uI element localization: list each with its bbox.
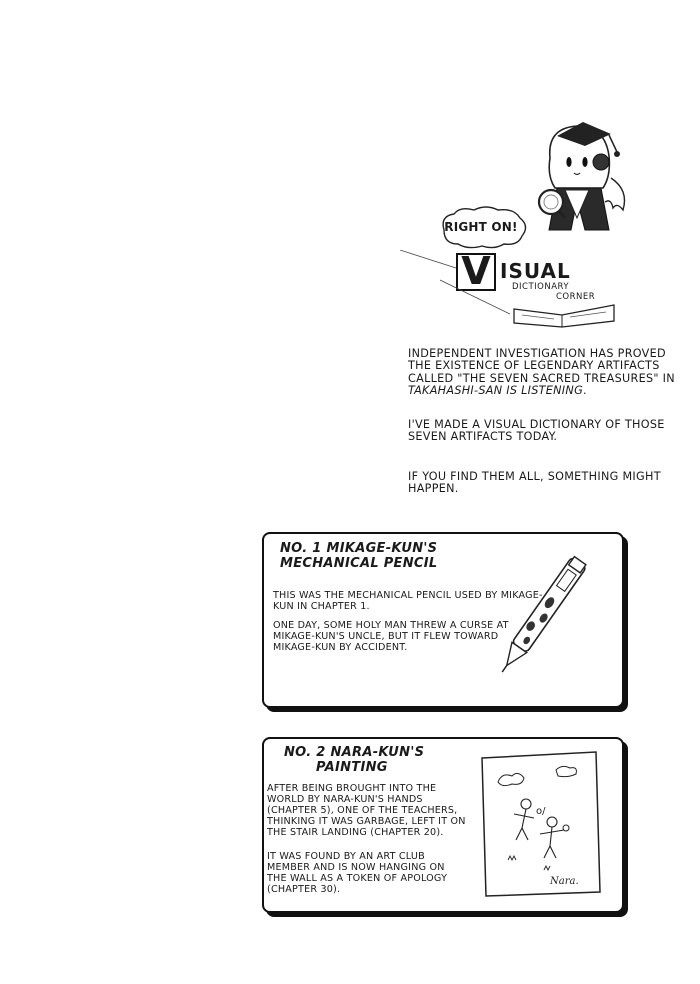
bubble-text: RIGHT ON! <box>444 220 518 234</box>
entry-1-title-line1: NO. 1 MIKAGE-KUN'S <box>280 541 438 556</box>
entry-1-text-2: ONE DAY, SOME HOLY MAN THREW A CURSE AT MIKAGE-KUN'S UNCLE, BUT IT FLEW TOWARD MIKAGE-KUN BY ACCIDENT. <box>273 620 509 653</box>
entry-2-title-line1: NO. 2 NARA-KUN'S <box>284 745 425 760</box>
mascot-illustration <box>525 118 635 238</box>
logo-subtitle-line1: DICTIONARY <box>512 282 570 292</box>
svg-text:o/: o/ <box>536 806 546 817</box>
entry-2-title-line2: PAINTING <box>316 760 388 775</box>
intro-text-a: INDEPENDENT INVESTIGATION HAS PROVED THE EXISTENCE OF LEGENDARY ARTIFACTS CALLED "THE SEVEN SACRED TREASURES" IN <box>408 347 675 385</box>
intro-paragraph-2: I'VE MADE A VISUAL DICTIONARY OF THOSE SEVEN ARTIFACTS TODAY. <box>408 418 665 444</box>
intro-title-italic: TAKAHASHI-SAN IS LISTENING <box>408 384 584 398</box>
logo-subtitle-line2: CORNER <box>556 292 596 302</box>
logo-initial: V <box>461 249 491 293</box>
mechanical-pencil-icon <box>475 548 605 688</box>
entry-1-title-line2: MECHANICAL PENCIL <box>280 556 438 571</box>
entry-1-text-1: THIS WAS THE MECHANICAL PENCIL USED BY MIKAGE-KUN IN CHAPTER 1. <box>273 590 543 612</box>
painting-illustration <box>472 748 604 898</box>
intro-paragraph-1 <box>408 348 688 398</box>
logo-lines <box>400 250 530 330</box>
painting-signature: Nara. <box>550 876 579 887</box>
entry-2-text-1: AFTER BEING BROUGHT INTO THE WORLD BY NARA-KUN'S HANDS (CHAPTER 5), ONE OF THE TEACHERS, THINKING IT WAS GARBAGE, LEFT IT ON THE STAIR LANDING (CHAPTER 20). <box>267 783 466 838</box>
intro-text-b: . <box>583 384 587 398</box>
entry-2-text-2: IT WAS FOUND BY AN ART CLUB MEMBER AND IS NOW HANGING ON THE WALL AS A TOKEN OF APOLOGY (CHAPTER 30). <box>267 851 448 895</box>
logo-title: ISUAL <box>500 259 571 283</box>
intro-paragraph-3: IF YOU FIND THEM ALL, SOMETHING MIGHT HAPPEN. <box>408 470 661 496</box>
